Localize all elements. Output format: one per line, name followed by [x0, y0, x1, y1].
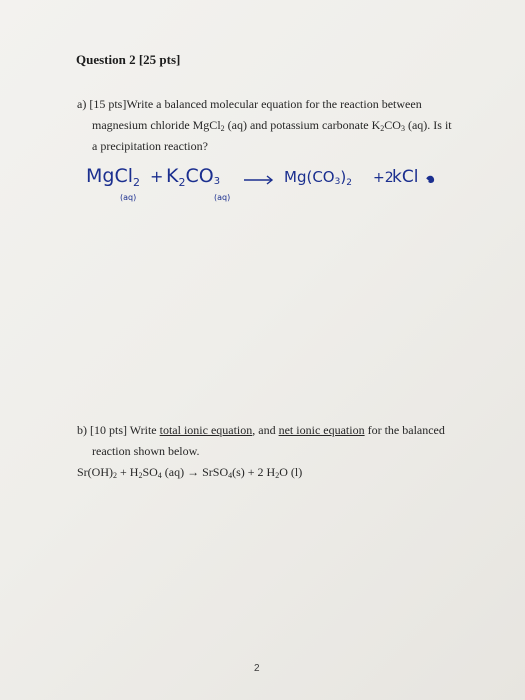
- hw-plus-1: +: [150, 167, 164, 186]
- part-b-equation: $Sr(OH)_2 + H_2SO_4$ (aq) → SrSO$_4$(s) + 2 $H_2O$ (l): [77, 465, 303, 480]
- page-number: 2: [254, 663, 260, 674]
- hw-reactant1: MgCl$_2$: [86, 165, 140, 189]
- part-a-prompt: [77, 94, 482, 157]
- part-b-line2: reaction shown below.: [92, 444, 200, 458]
- hw-reactant2: $K_2CO3$: [166, 165, 221, 189]
- total-ionic-equation-text: total ionic equation: [159, 423, 253, 437]
- part-b-prompt: [77, 420, 487, 483]
- part-a-line2: magnesium chloride MgCl$_2$ (aq) and potassium carbonate $K_2CO_3$ (aq). Is it: [92, 118, 452, 133]
- hw-plus-2: +2: [373, 170, 394, 186]
- handwritten-answer: [86, 160, 466, 210]
- ink-scribble-icon: [427, 177, 433, 182]
- part-b-line1: b) [10 pts] Write total ionic equation, and net ionic equation for the balanced: [77, 423, 445, 437]
- hw-reactant2-state: (aq): [214, 193, 231, 202]
- hw-product2: kCl: [392, 167, 419, 187]
- hw-reactant1-state: (aq): [120, 193, 137, 202]
- part-a-line1: a) [15 pts]Write a balanced molecular equation for the reaction between: [77, 97, 422, 111]
- reaction-arrow-icon: [244, 176, 272, 184]
- part-a-line3: a precipitation reaction?: [92, 139, 208, 153]
- question-title: Question 2 [25 pts]: [76, 52, 181, 67]
- hw-product1: $Mg(CO3)_2$: [284, 168, 352, 188]
- net-ionic-equation-text: net ionic equation: [278, 423, 365, 437]
